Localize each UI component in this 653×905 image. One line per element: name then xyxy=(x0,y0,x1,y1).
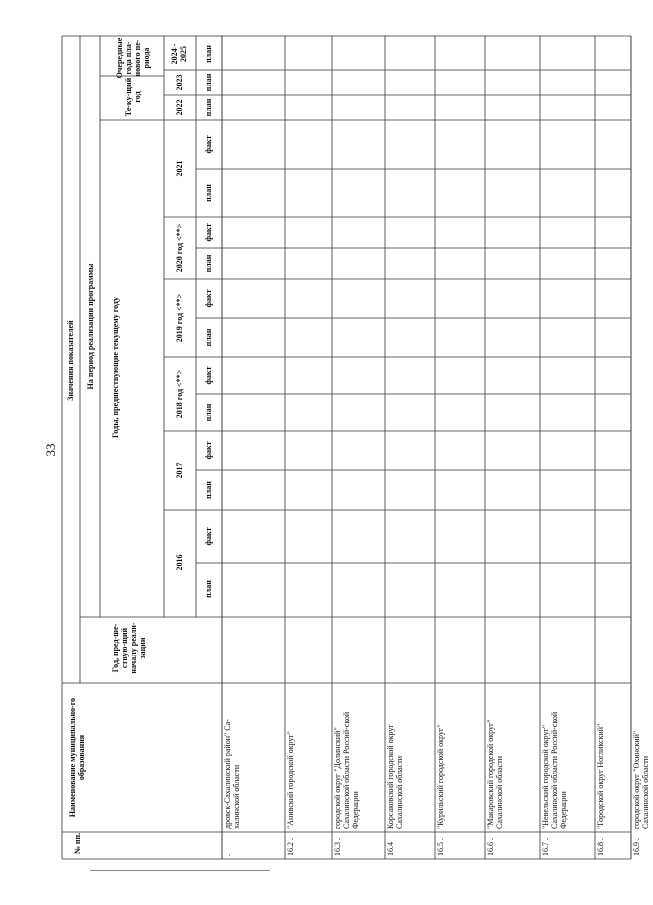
row-municipality: Корсаковский городской округ Сахалинской области xyxy=(386,724,404,829)
row-municipality: "Городской округ Ногликский" xyxy=(596,723,605,829)
plan-fact-header: факт xyxy=(203,223,213,242)
plan-fact-header: факт xyxy=(203,527,213,546)
row-number: 16.5 . xyxy=(436,838,445,856)
current-year-header: Те-ку-щий год xyxy=(124,77,142,117)
year-2016: 2016 xyxy=(174,554,184,571)
row-number: 16.4 xyxy=(386,842,395,856)
row-number: 16.3 . xyxy=(333,838,342,856)
values-title: Значения показателей xyxy=(65,320,75,401)
plan-fact-header: план xyxy=(203,328,213,347)
year-2022: 2022 xyxy=(174,99,184,116)
col-num-header: № пп. xyxy=(72,832,82,855)
plan-fact-header: план xyxy=(203,98,213,117)
row-number: 16.9 . xyxy=(632,838,641,856)
year-2019: 2019 год <**> xyxy=(174,293,184,343)
row-municipality: "Курильский городской округ" xyxy=(436,724,445,829)
year-2020: 2020 год <**> xyxy=(174,223,184,273)
plan-fact-header: факт xyxy=(203,441,213,460)
col-municipality-header: Наименование муниципально-го образования xyxy=(68,697,86,818)
row-municipality: "Анивский городской округ" xyxy=(286,731,295,829)
row-number: . xyxy=(223,854,232,856)
row-municipality: "Невельский городской округ" Сахалинской области Россий-ской Федерации xyxy=(541,711,568,829)
plan-fact-header: план xyxy=(203,481,213,499)
plan-fact-header: план xyxy=(203,45,213,63)
next-years-header: Очередные года пла-нового пе-риода xyxy=(115,37,151,79)
year-2017: 2017 xyxy=(174,462,184,479)
row-number: 16.2 . xyxy=(286,838,295,856)
row-municipality: городской округ "Охинский" Сахалинской области xyxy=(632,730,650,829)
row-municipality: "Макаровский городской округ" Сахалинской области xyxy=(486,719,504,829)
prev-years-title: Годы, предшествующие текущему году xyxy=(110,297,120,438)
page-number: 33 xyxy=(43,443,58,457)
row-number: 16.7 . xyxy=(541,838,550,856)
row-municipality: дровск-Сахалинский район" Са-халинской области xyxy=(223,719,241,829)
plan-fact-header: факт xyxy=(203,289,213,308)
plan-fact-header: факт xyxy=(203,135,213,154)
row-number: 16.6 . xyxy=(486,838,495,856)
year-2018: 2018 год <**> xyxy=(174,369,184,419)
plan-fact-header: план xyxy=(203,184,213,202)
period-title: На период реализации программы xyxy=(85,263,95,390)
row-number: 16.8 . xyxy=(596,838,605,856)
plan-fact-header: план xyxy=(203,73,213,92)
plan-fact-header: план xyxy=(203,580,213,598)
base-year-header: Год, пред-ше-ствую-щий началу реали-зации xyxy=(111,622,147,674)
year-2023: 2023 xyxy=(174,74,184,91)
row-municipality: городской округ "Долинский" Сахалинской области Россий-ской Федерации xyxy=(333,711,360,829)
year-2021: 2021 xyxy=(174,160,184,177)
indicator-table xyxy=(60,0,650,905)
plan-fact-header: план xyxy=(203,254,213,273)
plan-fact-header: факт xyxy=(203,366,213,385)
scan-artifact xyxy=(90,870,270,871)
plan-fact-header: план xyxy=(203,403,213,422)
year-2024-2025: 2024 - 2025 xyxy=(170,43,188,65)
